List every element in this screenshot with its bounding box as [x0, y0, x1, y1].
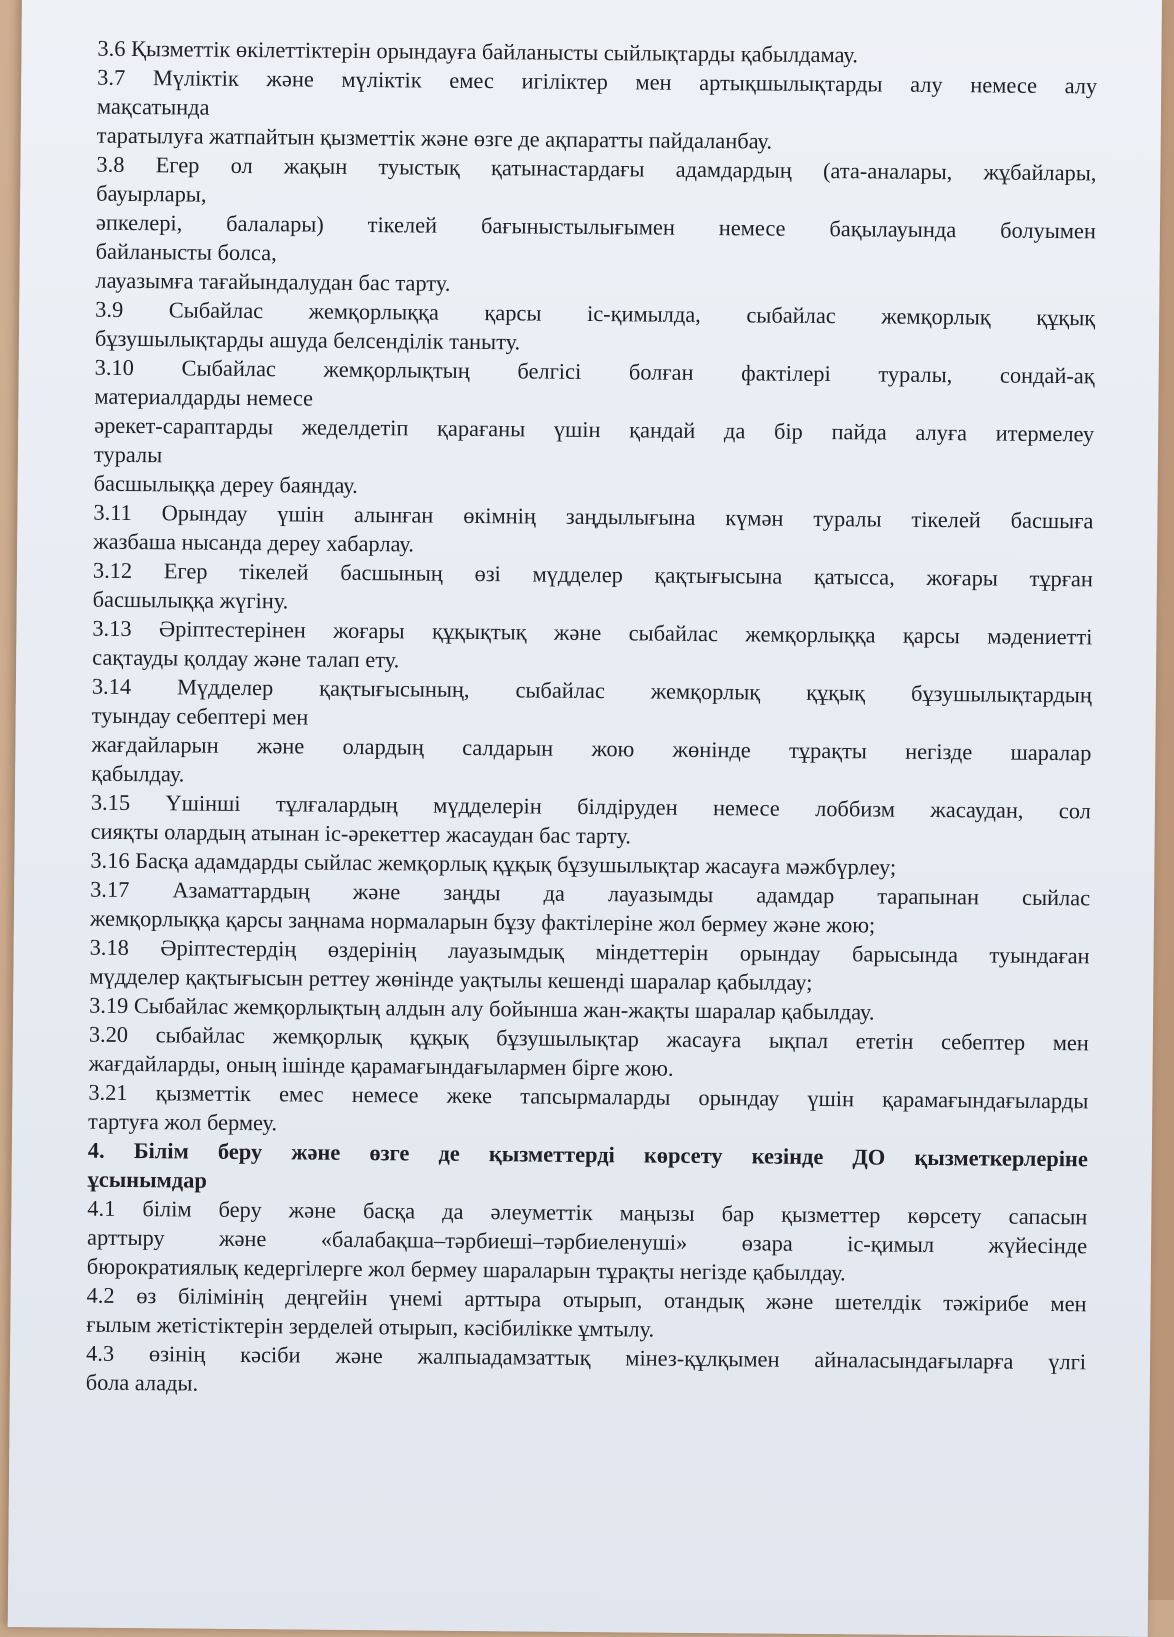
document-text-line: материалдарды немесе [94, 383, 314, 411]
document-text-line: лауазымға тағайындалудан бас тарту. [95, 267, 451, 296]
document-text-line: 3.10 Сыбайлас жемқорлықтың белгісі болған фактілері туралы, сондай-ақ [94, 354, 1095, 389]
document-text-line: жағдайларды, оның ішінде қарамағындағылармен бірге жою. [88, 1050, 674, 1081]
document-text-line: 3.19 Сыбайлас жемқорлықтың алдын алу бойынша жан-жақты шаралар қабылдау. [89, 992, 875, 1025]
document-text-line: 3.16 Басқа адамдарды сыйлас жемқорлық құқық бұзушылықтар жасауға мәжбүрлеу; [90, 847, 897, 880]
document-text-line: 3.20 сыбайлас жемқорлық құқық бұзушылықтар жасауға ықпал ететін себептер мен [88, 1021, 1089, 1056]
document-text-line: бауырлары, [96, 180, 207, 207]
document-text-line: 3.12 Егер тікелей басшының өзі мүдделер қақтығысына қатысса, жоғары тұрған [92, 557, 1094, 592]
document-text-line: жазбаша нысанда дереу хабарлау. [93, 528, 415, 557]
document-text-line: бюрократиялық кедергілерге жол бермеу шараларын тұрақты негізде қабылдау. [86, 1253, 846, 1286]
document-text-line: 3.13 Әріптестерінен жоғары құқықтық және сыбайлас жемқорлыққа қарсы мәдениетті [92, 615, 1093, 650]
document-text-line: 3.14 Мүдделер қақтығысының, сыбайлас жемқорлық құқық бұзушылықтардың [91, 673, 1092, 708]
document-text-line: туралы [93, 441, 163, 468]
section-heading-line: ұсынымдар [87, 1166, 207, 1193]
document-text-line: әпкелері, балалары) тікелей бағыныстылығымен немесе бақылауында болуымен [95, 209, 1097, 244]
document-body [86, 34, 1098, 1406]
document-text-line: бұзушылықтарды ашуда белсенділік таныту. [94, 325, 521, 355]
document-text-line: 4.3 өзінің кәсіби және жалпыадамзаттық мінез-құлқымен айналасындағыларға үлгі [85, 1340, 1087, 1375]
document-text-line: 3.8 Егер ол жақын туыстық қатынастардағы адамдардың (ата-аналары, жұбайлары, [96, 151, 1097, 186]
document-text-line: жемқорлыққа қарсы заңнама нормаларын бұзу фактілеріне жол бермеу және жою; [89, 905, 876, 938]
document-text-line: 3.7 Мүліктік және мүліктік емес игіліктер мен артықшылықтарды алу немесе алу [97, 64, 1098, 99]
document-text-line: қабылдау. [91, 760, 185, 787]
document-text-line: 3.15 Үшінші тұлғалардың мүдделерін білдіруден немесе лоббизм жасаудан, сол [90, 789, 1091, 824]
document-text-line: сақтауды қолдау және талап ету. [92, 644, 400, 673]
document-text-line: басшылыққа жүгіну. [92, 586, 289, 614]
document-text-line: 3.21 қызметтік емес немесе жеке тапсырмаларды орындау үшін қарамағындағыларды [88, 1079, 1089, 1114]
document-text-line: ғылым жетістіктерін зерделей отырып, кәсібилікке ұмтылу. [86, 1311, 655, 1342]
document-text-line: мүдделер қақтығысын реттеу жөнінде уақтылы кешенді шаралар қабылдау; [89, 963, 813, 995]
document-text-line: жағдайларын және олардың салдарын жою жөнінде тұрақты негізде шаралар [91, 731, 1092, 766]
document-text-line: 3.6 Қызметтік өкілеттіктерін орындауға байланысты сыйлықтарды қабылдамау. [97, 35, 858, 68]
document-text-line: арттыру және «балабақша–тәрбиеші–тәрбиеленуші» өзара іс-қимыл жүйесінде [87, 1224, 1088, 1259]
document-text-line: сияқты олардың атынан іс-әрекеттер жасаудан бас тарту. [90, 818, 632, 849]
document-text-line: бола алады. [85, 1369, 199, 1396]
document-text-line: 3.9 Сыбайлас жемқорлыққа қарсы іс-қимылда, сыбайлас жемқорлық құқық [95, 296, 1096, 331]
document-text-line: әрекет-сараптарды жеделдетіп қарағаны үшін қандай да бір пайда алуға итермелеу [94, 412, 1095, 447]
document-text-line: басшылыққа дереу баяндау. [93, 470, 358, 498]
document-text-line: 4.1 білім беру және басқа да әлеуметтік маңызы бар қызметтер көрсету сапасын [87, 1195, 1088, 1230]
document-text-line: тартуға жол бермеу. [88, 1108, 278, 1136]
document-text-line: таратылуға жатпайтын қызметтік және өзге де ақпаратты пайдаланбау. [96, 122, 773, 154]
document-text-line: 3.11 Орындау үшін алынған өкімнің заңдылығына күмән туралы тікелей басшыға [93, 499, 1094, 534]
section-heading-line: 4. Білім беру және өзге де қызметтерді көрсету кезінде ДО қызметкерлеріне [87, 1137, 1088, 1172]
document-text-line: 4.2 өз білімінің деңгейін үнемі арттыра отырып, отандық және шетелдік тәжірибе мен [86, 1282, 1087, 1317]
document-text-line: байланысты болса, [95, 238, 277, 266]
document-text-line: 3.18 Әріптестердің өздерінің лауазымдық міндеттерін орындау барысында туындаған [89, 934, 1090, 969]
document-text-line: мақсатында [96, 93, 210, 120]
document-text-line: 3.17 Азаматтардың және заңды да лауазымды адамдар тарапынан сыйлас [90, 876, 1091, 911]
document-text-line: туындау себептері мен [91, 702, 309, 730]
document-page [8, 0, 1162, 1637]
